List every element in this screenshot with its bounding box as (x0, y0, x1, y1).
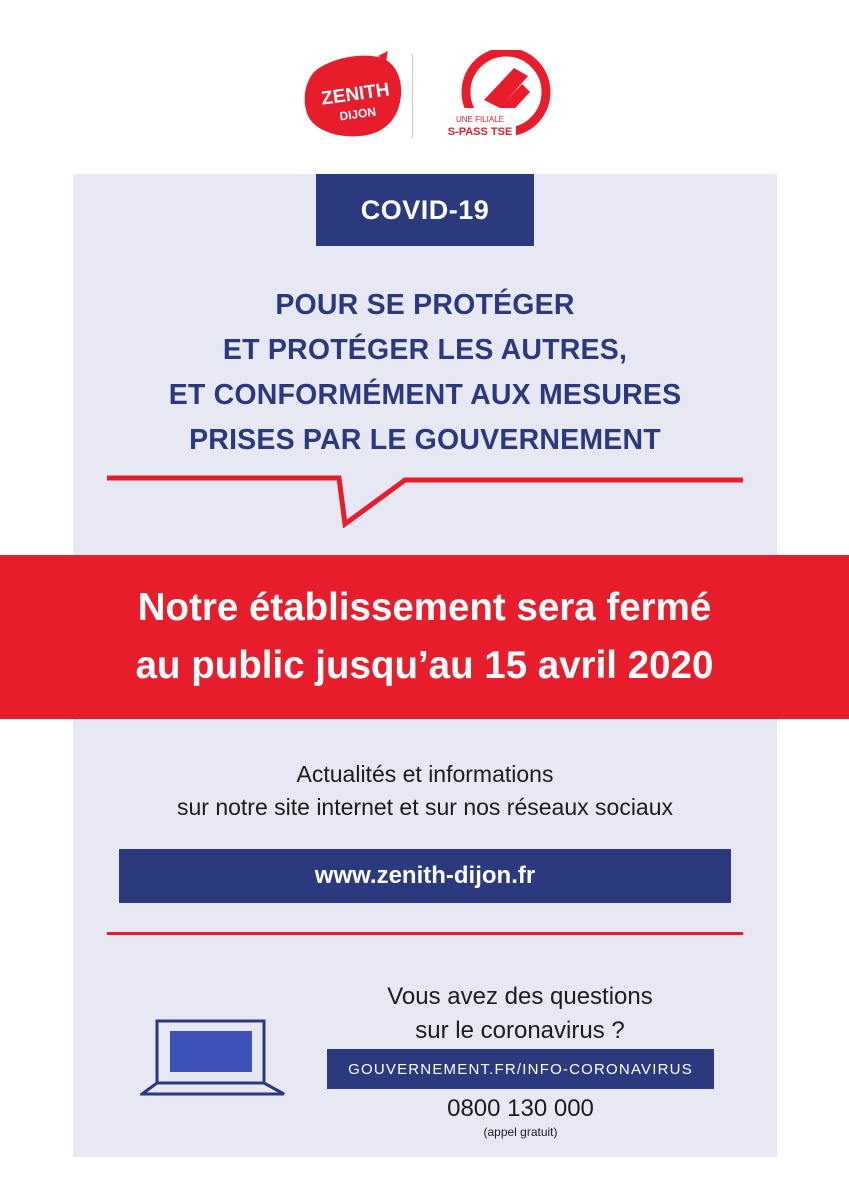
phone-number: 0800 130 000 (447, 1095, 594, 1122)
announcement-line: au public jusqu’au 15 avril 2020 (135, 644, 714, 687)
phone-note: (appel gratuit) (483, 1125, 558, 1139)
headline-line: POUR SE PROTÉGER (275, 289, 575, 321)
info-line: Actualités et informations (296, 761, 554, 787)
announcement-line: Notre établissement sera fermé (137, 586, 712, 629)
covid-banner-label: COVID-19 (360, 194, 490, 225)
spass-logo-text: S-PASS TSE (447, 126, 513, 138)
questions-text (330, 980, 710, 1048)
logo-divider (412, 54, 413, 138)
zenith-dijon-logo (300, 50, 408, 142)
s-pass-logo (428, 50, 558, 142)
headline-line: ET PROTÉGER LES AUTRES, (222, 334, 628, 366)
filiale-logo-text: UNE FILIALE (455, 115, 505, 124)
divider-line (107, 932, 743, 935)
logo-header (300, 50, 560, 142)
speech-bubble-line (105, 466, 745, 528)
covid-banner (316, 174, 534, 246)
website-link[interactable]: www.zenith-dijon.fr (119, 849, 731, 903)
info-line: sur notre site internet et sur nos réseaux sociaux (176, 794, 674, 820)
headline-line: PRISES PAR LE GOUVERNEMENT (189, 424, 661, 456)
info-text (73, 758, 777, 824)
questions-line: Vous avez des questions (387, 983, 653, 1010)
zenith-logo-text: ZENITH (320, 79, 391, 110)
closure-announcement (0, 555, 849, 719)
headline-line: ET CONFORMÉMENT AUX MESURES (168, 379, 682, 411)
gov-info-link[interactable]: GOUVERNEMENT.FR/INFO-CORONAVIRUS (327, 1049, 714, 1089)
dijon-logo-text: DIJON (338, 104, 377, 124)
headline (73, 283, 777, 463)
questions-line: sur le coronavirus ? (415, 1017, 625, 1044)
laptop-icon (140, 1018, 286, 1098)
